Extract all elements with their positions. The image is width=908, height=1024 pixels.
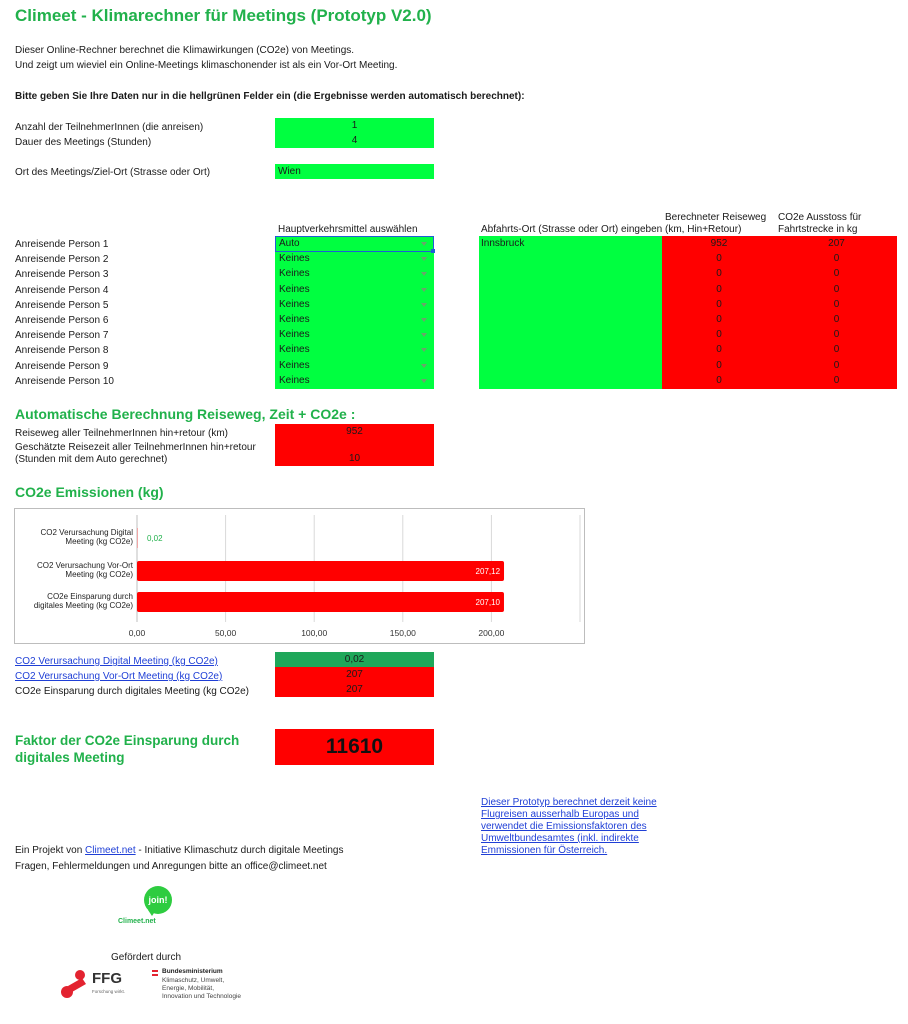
- transport-select-value: Keines: [279, 253, 310, 265]
- note-line-1: Dieser Prototyp berechnet derzeit keine: [481, 797, 657, 808]
- emissions-chart-svg: [15, 509, 584, 643]
- chart-category-label: Meeting (kg CO2e): [65, 537, 133, 546]
- digital-emission-link[interactable]: CO2 Verursachung Digital Meeting (kg CO2e): [15, 656, 218, 667]
- transport-select[interactable]: [276, 374, 433, 388]
- factor-label-2: digitales Meeting: [15, 750, 125, 765]
- ffg-subtitle: Forschung wirkt.: [92, 989, 126, 994]
- project-prefix: Ein Projekt von: [15, 845, 86, 856]
- chart-category-label: CO2 Verursachung Digital: [40, 528, 133, 537]
- departure-input[interactable]: [481, 328, 660, 342]
- distance-value: 0: [716, 253, 722, 265]
- ministry-line-2: Klimaschutz, Umwelt,: [162, 977, 225, 984]
- departure-input[interactable]: [481, 283, 660, 297]
- distance-value: 0: [716, 329, 722, 341]
- transport-select-value: Keines: [279, 374, 310, 386]
- distance-value: 0: [716, 359, 722, 371]
- dropdown-arrow-icon[interactable]: [421, 288, 427, 292]
- chart-category-label: Meeting (kg CO2e): [65, 570, 133, 579]
- climeet-link[interactable]: Climeet.net: [85, 845, 136, 856]
- dropdown-arrow-icon[interactable]: [421, 318, 427, 322]
- climeet-logo-text: Climeet.net: [118, 918, 156, 925]
- transport-select[interactable]: [276, 313, 433, 327]
- ffg-mark-icon: [58, 968, 92, 1000]
- chart-data-label: 0,02: [147, 534, 163, 543]
- transport-select-value: Keines: [279, 344, 310, 356]
- traveler-label: Anreisende Person 10: [15, 375, 114, 387]
- traveler-label: Anreisende Person 6: [15, 315, 109, 326]
- dropdown-arrow-icon[interactable]: [421, 379, 427, 383]
- co2-value: 0: [833, 329, 840, 341]
- ministry-logo: [152, 968, 262, 1008]
- note-line-5: Emmissionen für Österreich.: [481, 845, 608, 856]
- co2-value: 0: [833, 314, 840, 325]
- digital-emission-value: 0,02: [275, 652, 434, 667]
- col-header-distance-1: Berechneter Reiseweg: [665, 212, 767, 223]
- chart-tick-label: 50,00: [214, 628, 237, 638]
- transport-select[interactable]: [276, 252, 433, 266]
- distance-value: 0: [716, 298, 722, 310]
- chart-tick-label: 100,00: [301, 628, 328, 638]
- project-line: [15, 844, 344, 857]
- ministry-line-4: Innovation und Technologie: [162, 993, 242, 1000]
- intro-line-1: Dieser Online-Rechner berechnet die Klimawirkungen (CO2e) von Meetings.: [15, 45, 355, 56]
- traveler-label: Anreisende Person 3: [15, 269, 109, 281]
- transport-select[interactable]: [276, 267, 433, 281]
- distance-value: 0: [716, 268, 722, 280]
- chart-bar: [137, 561, 504, 581]
- saving-label: CO2e Einsparung durch digitales Meeting (kg CO2e): [15, 686, 250, 697]
- co2-value: 0: [833, 268, 840, 280]
- note-line-3: verwendet die Emissionsfaktoren des: [481, 821, 647, 832]
- transport-select[interactable]: [276, 359, 433, 373]
- ffg-name: FFG: [92, 970, 122, 987]
- chart-category-label: CO2 Verursachung Vor-Ort: [36, 561, 133, 570]
- funded-by-label: Gefördert durch: [111, 952, 182, 963]
- calc-heading: Automatische Berechnung Reiseweg, Zeit + CO2e :: [15, 406, 356, 422]
- intro-line-2: Und zeigt um wieviel ein Online-Meetings klimaschonender ist als ein Vor-Ort Meeting.: [15, 60, 398, 71]
- distance-value: 0: [716, 283, 722, 295]
- austria-flag-icon: [152, 970, 158, 976]
- prototype-note-link[interactable]: [481, 797, 657, 857]
- total-distance-value: 952: [275, 424, 434, 439]
- transport-select-value: Keines: [279, 298, 310, 310]
- project-suffix: - Initiative Klimaschutz durch digitale Meetings: [135, 845, 344, 856]
- travel-time-label-1: Geschätzte Reisezeit aller TeilnehmerInnen hin+retour: [15, 442, 256, 453]
- chart-category-label: digitales Meeting (kg CO2e): [33, 601, 133, 610]
- co2-value: 0: [833, 344, 840, 356]
- bubble-tail-icon: [148, 910, 156, 916]
- departure-input[interactable]: [481, 313, 660, 327]
- co2-value: 0: [833, 374, 840, 386]
- dropdown-arrow-icon[interactable]: [421, 257, 427, 261]
- transport-select-value: Keines: [279, 329, 310, 341]
- chart-tick-label: 0,00: [128, 628, 146, 638]
- distance-value: 0: [716, 374, 722, 386]
- departure-input[interactable]: [481, 298, 660, 312]
- travel-time-value: 10: [348, 453, 361, 464]
- chart-bar: [137, 592, 504, 612]
- col-header-co2-2: Fahrtstrecke in kg: [778, 224, 858, 235]
- chart-category-label: CO2e Einsparung durch: [47, 592, 133, 601]
- departure-input[interactable]: [481, 359, 660, 373]
- climeet-logo[interactable]: [118, 886, 176, 930]
- dropdown-arrow-icon[interactable]: [421, 272, 427, 276]
- traveler-label: Anreisende Person 4: [15, 284, 109, 296]
- transport-select-value: Keines: [279, 314, 310, 325]
- duration-label: Dauer des Meetings (Stunden): [15, 137, 152, 148]
- traveler-label: Anreisende Person 1: [15, 239, 109, 250]
- departure-input[interactable]: [481, 343, 660, 357]
- chart-data-label: 207,10: [475, 598, 500, 607]
- col-header-distance-2: (km, Hin+Retour): [665, 224, 742, 235]
- transport-select-value: Keines: [279, 283, 310, 295]
- onsite-emission-value: 207: [275, 667, 434, 682]
- traveler-label: Anreisende Person 9: [15, 360, 109, 372]
- total-distance-label: Reiseweg aller TeilnehmerInnen hin+retour (km): [15, 428, 228, 439]
- col-header-departure: Abfahrts-Ort (Strasse oder Ort) eingeben: [481, 224, 663, 235]
- join-bubble-icon: join!: [144, 886, 172, 914]
- dropdown-arrow-icon[interactable]: [421, 303, 427, 307]
- chart-data-label: 207,12: [475, 567, 501, 576]
- transport-select-value: Keines: [279, 359, 310, 371]
- co2-value: 0: [833, 359, 840, 371]
- participants-input[interactable]: 1: [275, 118, 434, 133]
- emissions-chart: [14, 508, 585, 644]
- note-line-2: Flugreisen ausserhalb Europas und: [481, 809, 639, 820]
- duration-input[interactable]: 4: [275, 133, 434, 148]
- emissions-heading: CO2e Emissionen (kg): [15, 484, 164, 500]
- factor-label-1: Faktor der CO2e Einsparung durch: [15, 733, 240, 748]
- departure-input[interactable]: [481, 267, 660, 281]
- departure-input[interactable]: [481, 374, 660, 388]
- transport-select-value: Keines: [279, 268, 310, 280]
- traveler-label: Anreisende Person 5: [15, 299, 109, 311]
- instruction-text: Bitte geben Sie Ihre Daten nur in die hellgrünen Felder ein (die Ergebnisse werden automatisch berechnet):: [15, 91, 525, 102]
- contact-line: Fragen, Fehlermeldungen und Anregungen bitte an office@climeet.net: [15, 861, 327, 872]
- departure-input[interactable]: [481, 252, 660, 266]
- co2-value: 207: [828, 238, 845, 249]
- onsite-emission-link[interactable]: CO2 Verursachung Vor-Ort Meeting (kg CO2e): [15, 671, 223, 682]
- col-header-transport: Hauptverkehrsmittel auswählen: [278, 224, 418, 235]
- transport-select[interactable]: [276, 237, 433, 251]
- transport-select[interactable]: [276, 328, 433, 342]
- distance-value: 0: [716, 314, 722, 325]
- traveler-label: Anreisende Person 8: [15, 345, 109, 357]
- chart-tick-label: 200,00: [478, 628, 505, 638]
- ministry-line-1: Bundesministerium: [162, 968, 223, 975]
- ffg-logo: [58, 968, 138, 1002]
- distance-value: 0: [716, 344, 722, 356]
- co2-value: 0: [833, 298, 840, 310]
- transport-select[interactable]: [276, 283, 433, 297]
- travel-time-label-2: (Stunden mit dem Auto gerechnet): [15, 454, 168, 465]
- chart-tick-label: 150,00: [389, 628, 416, 638]
- participants-label: Anzahl der TeilnehmerInnen (die anreisen): [15, 122, 204, 133]
- page-title: Climeet - Klimarechner für Meetings (Prototyp V2.0): [15, 6, 432, 25]
- col-header-co2-1: CO2e Ausstoss für: [778, 212, 862, 223]
- saving-value: 207: [275, 682, 434, 697]
- traveler-label: Anreisende Person 7: [15, 330, 109, 342]
- transport-select-value: Auto: [279, 238, 300, 249]
- dropdown-arrow-icon[interactable]: [421, 242, 427, 246]
- departure-input[interactable]: Innsbruck: [481, 238, 525, 249]
- ministry-line-3: Energie, Mobilität,: [162, 985, 215, 992]
- transport-select[interactable]: [276, 298, 433, 312]
- transport-select[interactable]: [276, 343, 433, 357]
- co2-value: 0: [833, 283, 840, 295]
- travel-time-cell: [275, 439, 434, 466]
- factor-value: 11610: [275, 729, 434, 765]
- distance-value: 952: [710, 238, 728, 249]
- traveler-label: Anreisende Person 2: [15, 254, 109, 266]
- dropdown-arrow-icon[interactable]: [421, 364, 427, 368]
- note-line-4: Umweltbundesamtes (inkl. indirekte: [481, 833, 639, 844]
- dropdown-arrow-icon[interactable]: [421, 333, 427, 337]
- location-label: Ort des Meetings/Ziel-Ort (Strasse oder Ort): [15, 167, 211, 178]
- location-input[interactable]: Wien: [275, 164, 434, 179]
- co2-value: 0: [833, 253, 840, 265]
- dropdown-arrow-icon[interactable]: [421, 348, 427, 352]
